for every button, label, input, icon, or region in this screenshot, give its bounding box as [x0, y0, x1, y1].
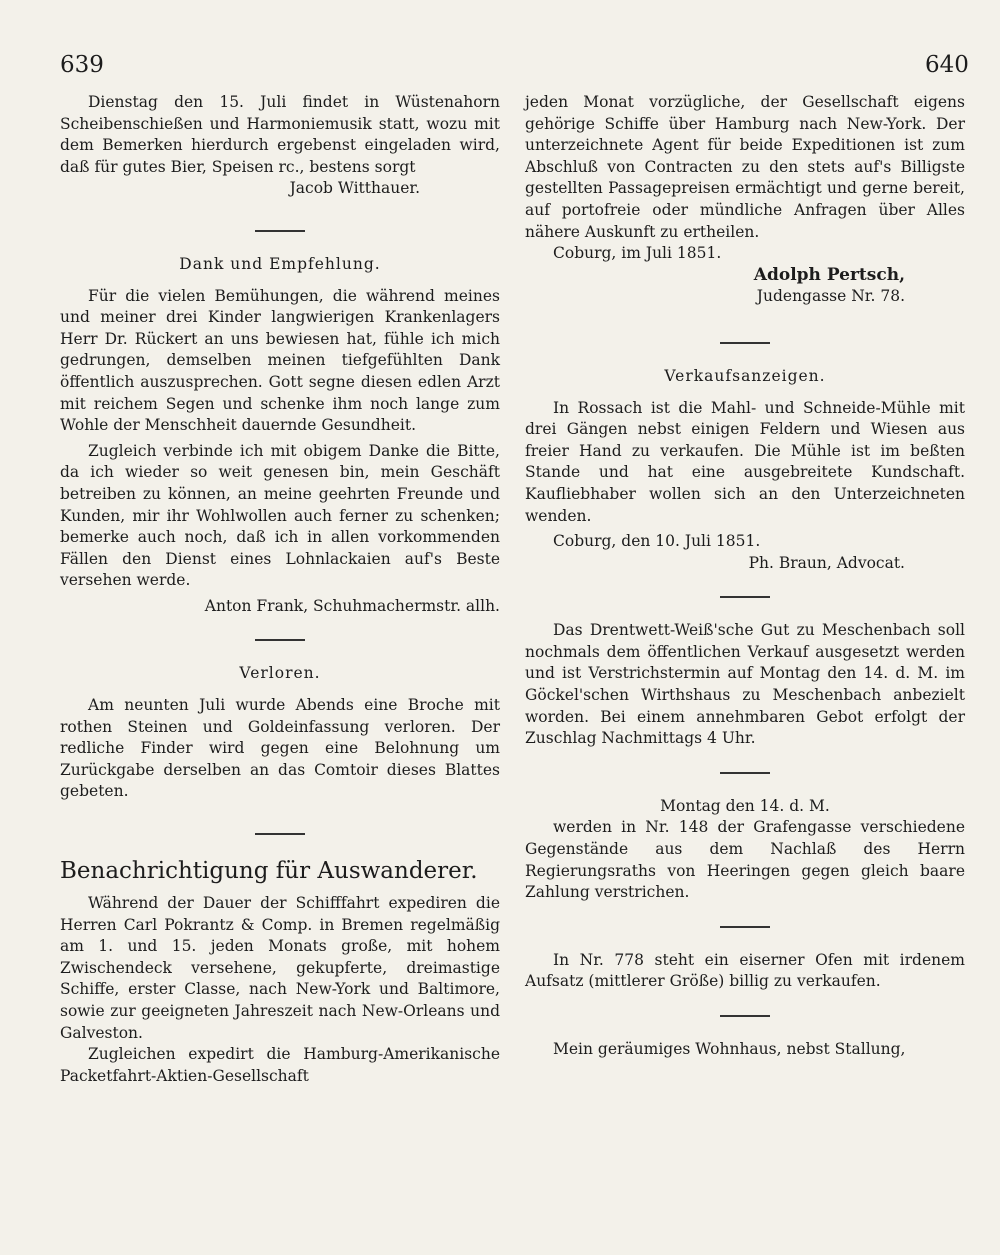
divider	[255, 639, 305, 641]
notice-text: Dienstag den 15. Juli findet in Wüstenahorn Scheibenschießen und Harmoniemusik statt, wozu mit dem Bemerken hierdurch ergebenst eingeladen wird, daß für gutes Bier, Speisen rc., bestens sorgt	[60, 93, 500, 176]
notice-heading: Verkaufsanzeigen.	[664, 366, 826, 385]
notice-text: Mein geräumiges Wohnhaus, nebst Stallung,	[553, 1040, 906, 1058]
notice-paragraph: Für die vielen Bemühungen, die während meines und meiner drei Kinder langwierigen Krankenlagers Herr Dr. Rückert an uns bewiesen hat, fühle ich mich gedrungen, demselben meinen tiefgefühlten Dank öffentlich auszusprechen. Gott segne diesen edlen Arzt mit reichem Segen und schenke ihm noch lange zum Wohle der Menschheit dauernde Gesundheit.	[60, 286, 500, 435]
notice-text: In Rossach ist die Mahl- und Schneide-Mühle mit drei Gängen nebst einigen Feldern und Wiesen aus freier Hand zu verkaufen. Die Mühle ist im beßten Stande und hat eine ausgebreitete Kundschaft. Kaufliebhaber wollen sich an den Unterzeichneten wenden.	[525, 398, 965, 525]
divider	[255, 833, 305, 835]
notice-verloren	[60, 663, 500, 803]
notice-wohnhaus	[525, 1039, 965, 1061]
date-line: Montag den 14. d. M.	[660, 796, 830, 815]
right-column	[525, 92, 965, 1061]
divider	[720, 772, 770, 774]
signature: Ph. Braun, Advocat.	[748, 553, 905, 572]
notice-text: jeden Monat vorzügliche, der Gesellschaft eigens gehörige Schiffe über Hamburg nach New-York. Der unterzeichnete Agent für beide Expeditionen ist zum Abschluß von Contracten zu den stets auf's Billigste gestellten Passagepreisen ermächtigt und gerne bereit, auf portofreie oder mündliche Anfragen über Alles nähere Auskunft zu ertheilen.	[525, 93, 965, 241]
divider	[720, 926, 770, 928]
signature: Anton Frank, Schuhmachermstr. allh.	[204, 596, 500, 615]
notice-paragraph: Zugleich verbinde ich mit obigem Danke die Bitte, da ich wieder so weit genesen bin, mein Geschäft betreiben zu können, an meine geehrten Freunde und Kunden, mir ihr Wohlwollen auch ferner zu schenken; bemerke auch noch, daß ich in allen vorkommenden Fällen den Dienst eines Lohnlackaien auf's Beste versehen werde.	[60, 441, 500, 590]
notice-text: Das Drentwett-Weiß'sche Gut zu Meschenbach soll nochmals dem öffentlichen Verkauf ausgesetzt werden und ist Verstrichstermin auf Montag den 14. d. M. im Göckel'schen Wirthshaus zu Meschenbach anbezielt worden. Bei einem annehmbaren Gebot erfolgt der Zuschlag Nachmittags 4 Uhr.	[525, 621, 965, 748]
page-number-left: 639	[60, 52, 104, 78]
notice-heading: Benachrichtigung für Auswanderer.	[60, 858, 478, 885]
divider	[720, 1015, 770, 1017]
notice-verkaufsanzeigen	[525, 366, 965, 574]
place-date: Coburg, im Juli 1851.	[553, 244, 722, 263]
divider	[720, 596, 770, 598]
notice-ofen	[525, 950, 965, 993]
signature-address: Judengasse Nr. 78.	[756, 287, 905, 306]
signature: Jacob Witthauer.	[289, 179, 420, 198]
notice-auswanderer-continued	[525, 92, 965, 308]
notice-text: In Nr. 778 steht ein eiserner Ofen mit irdenem Aufsatz (mittlerer Größe) billig zu verkaufen.	[525, 950, 965, 991]
divider	[720, 342, 770, 344]
notice-text: Am neunten Juli wurde Abends eine Broche mit rothen Steinen und Goldeinfassung verloren. Der redliche Finder wird gegen eine Belohnung um Zurückgabe derselben an das Comtoir dieses Blattes gebeten.	[60, 696, 500, 801]
notice-nachlass	[525, 796, 965, 904]
place-date: Coburg, den 10. Juli 1851.	[553, 532, 761, 551]
notice-auswanderer	[60, 857, 500, 1087]
left-column	[60, 92, 500, 1087]
notice-scheibenschiessen	[60, 92, 500, 200]
notice-heading: Verloren.	[239, 664, 321, 683]
notice-heading: Dank und Empfehlung.	[179, 254, 381, 273]
divider	[255, 230, 305, 232]
notice-text: werden in Nr. 148 der Grafengasse verschiedene Gegenstände aus dem Nachlaß des Herrn Regierungsraths von Heeringen gegen gleich baare Zahlung verstrichen.	[525, 818, 965, 902]
signature-name: Adolph Pertsch,	[753, 264, 905, 285]
notice-gut-meschenbach	[525, 620, 965, 750]
page-number-right: 640	[925, 52, 969, 78]
notice-paragraph: Während der Dauer der Schifffahrt expediren die Herren Carl Pokrantz & Comp. in Bremen regelmäßig am 1. und 15. jeden Monats große, mit hohem Zwischendeck versehene, gekupferte, dreimastige Schiffe, erster Classe, nach New-York und Baltimore, sowie zur geeigneten Jahreszeit nach New-Orleans und Galveston.	[60, 894, 500, 1042]
notice-dank	[60, 254, 500, 618]
notice-paragraph: Zugleichen expedirt die Hamburg-Amerikanische Packetfahrt-Aktien-Gesellschaft	[60, 1045, 500, 1085]
